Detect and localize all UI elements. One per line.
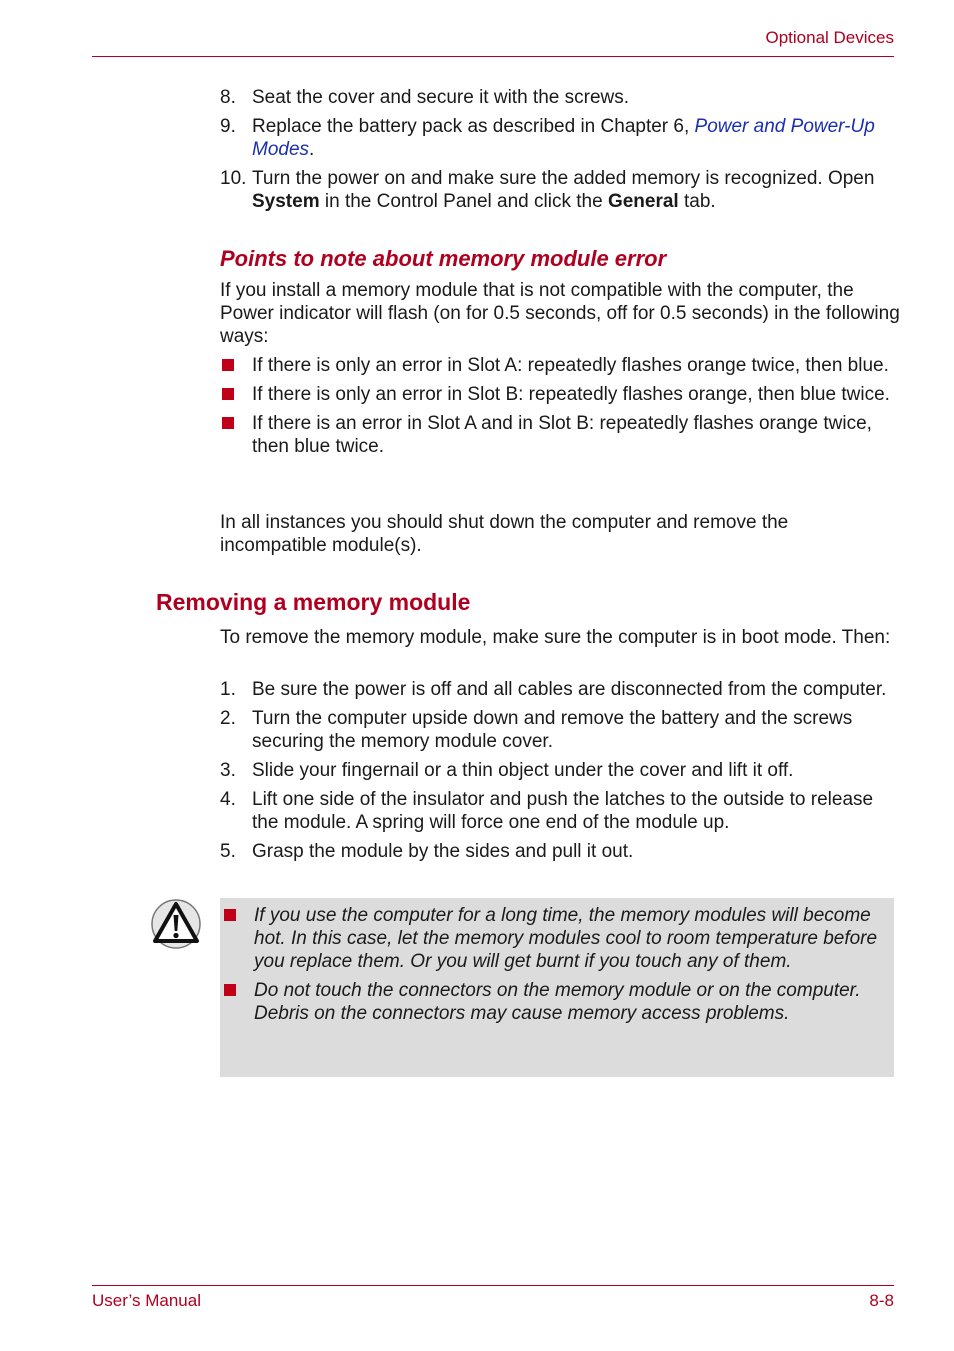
steps-top-list [220,86,900,219]
bullet-square-icon [222,388,234,400]
list-item [220,707,900,753]
paragraph: To remove the memory module, make sure the computer is in boot mode. Then: [220,627,891,648]
caution-text: Do not touch the connectors on the memory module or on the computer. Debris on the connectors may cause memory access problems. [254,980,861,1024]
list-item [220,678,900,701]
list-item [220,354,900,377]
list-item [220,167,900,213]
step-number: 4. [220,789,236,810]
step-text: Turn the power on and make sure the added memory is recognized. Open [252,168,875,189]
caution-note-box [220,898,894,1077]
list-item [220,383,900,406]
step-text: Slide your fingernail or a thin object under the cover and lift it off. [252,760,794,781]
step-number: 1. [220,679,236,700]
step-number: 3. [220,760,236,781]
list-item [220,788,900,834]
step-text: Seat the cover and secure it with the screws. [252,87,630,108]
bullet-text: If there is only an error in Slot A: repeatedly flashes orange twice, then blue. [252,355,889,376]
bullet-square-icon [224,909,236,921]
list-item [220,86,900,109]
bullet-text: If there is an error in Slot A and in Slot B: repeatedly flashes orange twice, then blue twice. [252,413,872,457]
list-item [220,979,890,1025]
list-item [220,412,900,458]
section-heading: Removing a memory module [156,589,471,615]
caution-triangle-icon [150,898,202,950]
step-text-end: . [309,139,315,160]
step-text: Replace the battery pack as described in Chapter 6, [252,116,695,137]
bullet-list [220,354,900,464]
paragraph: If you install a memory module that is not compatible with the computer, the Power indicator will flash (on for 0.5 seconds, off for 0.5 seconds) in the following ways: [220,280,900,347]
bullet-text: If there is only an error in Slot B: repeatedly flashes orange, then blue twice. [252,384,890,405]
step-text: Turn the computer upside down and remove the battery and the screws securing the memory module cover. [252,708,853,752]
footer-manual-title: User’s Manual [92,1291,201,1310]
steps-bottom-list [220,678,900,869]
caution-note-list [220,904,890,1031]
list-item [220,840,900,863]
bullet-square-icon [224,984,236,996]
subheading: Points to note about memory module error [220,246,667,271]
chapter-link[interactable]: Power and Power-Up Modes [252,116,875,160]
header-rule [92,56,894,57]
step-number: 8. [220,87,236,108]
step-text: Lift one side of the insulator and push the latches to the outside to release the module. A spring will force one end of the module up. [252,789,874,833]
step-text: Grasp the module by the sides and pull it out. [252,841,634,862]
list-item [220,115,900,161]
bullet-square-icon [222,417,234,429]
step-text: tab. [678,191,716,212]
step-text: Be sure the power is off and all cables are disconnected from the computer. [252,679,887,700]
footer-rule [92,1285,894,1286]
step-text: in the Control Panel and click the [319,191,608,212]
list-item [220,904,890,973]
system-label: System [252,191,320,212]
step-number: 5. [220,841,236,862]
step-number: 2. [220,708,236,729]
running-header: Optional Devices [765,28,894,47]
general-label: General [607,191,679,212]
caution-text: If you use the computer for a long time, the memory modules will become hot. In this case, let the memory modules cool to room temperature before you replace them. Or you will get burnt if you touch any of them. [254,905,878,972]
step-number: 9. [220,116,236,137]
bullet-square-icon [222,359,234,371]
paragraph: In all instances you should shut down the computer and remove the incompatible module(s). [220,512,789,556]
step-number: 10. [220,168,247,189]
page-number: 8-8 [869,1291,894,1310]
list-item [220,759,900,782]
